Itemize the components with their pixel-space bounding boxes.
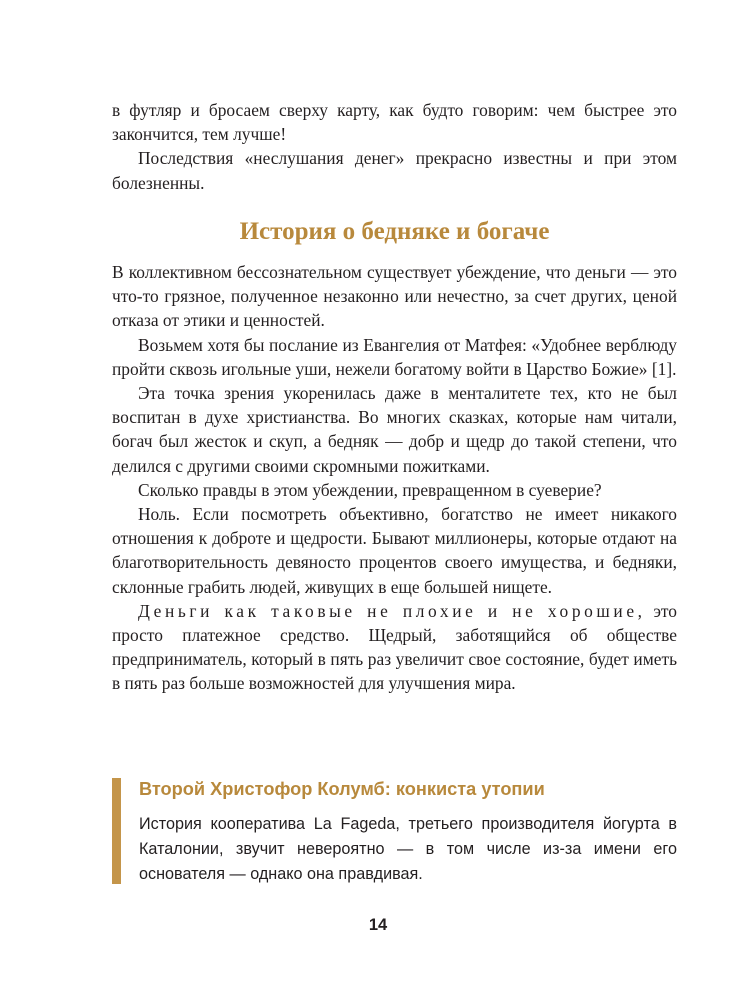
- paragraph-matthew-quote: Возьмем хотя бы послание из Евангелия от Матфея: «Удобнее верблюду пройти сквозь игольные уши, нежели богатому войти в Царство Божие» [1].: [112, 334, 677, 379]
- emphasized-phrase: Деньги как таковые не плохие и не хорошие,: [138, 600, 646, 621]
- sidebar-text: История кооператива La Fageda, третьего производителя йогурта в Каталонии, звучит невероятно — в том числе из-за имени его основателя — однако она правдивая.: [139, 815, 677, 883]
- paragraph-money-neutral: [112, 599, 677, 696]
- paragraph-zero: Ноль. Если посмотреть объективно, богатство не имеет никакого отношения к доброте и щедрости. Бывают миллионеры, которые отдают на благотворительность девяносто процентов своего имущества, и бедняки, склонные грабить людей, живущих в еще большей нищете.: [112, 504, 677, 597]
- paragraph-question: Сколько правды в этом убеждении, превращенном в суеверие?: [138, 479, 602, 500]
- page-number: 14: [368, 916, 388, 934]
- paragraph-consequences: Последствия «неслушания денег» прекрасно известны и при этом болезненны.: [112, 148, 677, 193]
- section-heading: История о бедняке и богаче: [239, 218, 550, 245]
- top-text-block: [112, 98, 677, 195]
- sidebar-title: Второй Христофор Колумб: конкиста утопии: [139, 779, 545, 799]
- sidebar-accent-bar: [112, 778, 121, 884]
- paragraph-collective-belief: В коллективном бессознательном существует убеждение, что деньги — это что-то грязное, полученное незаконно или нечестно, за счет других, ценой отказа от этики и ценностей.: [112, 262, 677, 331]
- paragraph-fairy-tales: Эта точка зрения укоренилась даже в менталитете тех, кто не был воспитан в духе христианства. Во многих сказках, которые нам читали, богач был жесток и скуп, а бедняк — добр и щедр до такой степени, что делился с другими своими скромными пожитками.: [112, 383, 677, 476]
- paragraph-money-neutral-rest: это просто платежное средство. Щедрый, заботящийся об обществе предприниматель, который в пять раз увеличит свое состояние, будет иметь в пять раз больше возможностей для улучшения мира.: [112, 600, 677, 694]
- section-text-block: [112, 260, 677, 696]
- paragraph-continued: в футляр и бросаем сверху карту, как будто говорим: чем быстрее это закончится, тем лучше!: [112, 100, 677, 145]
